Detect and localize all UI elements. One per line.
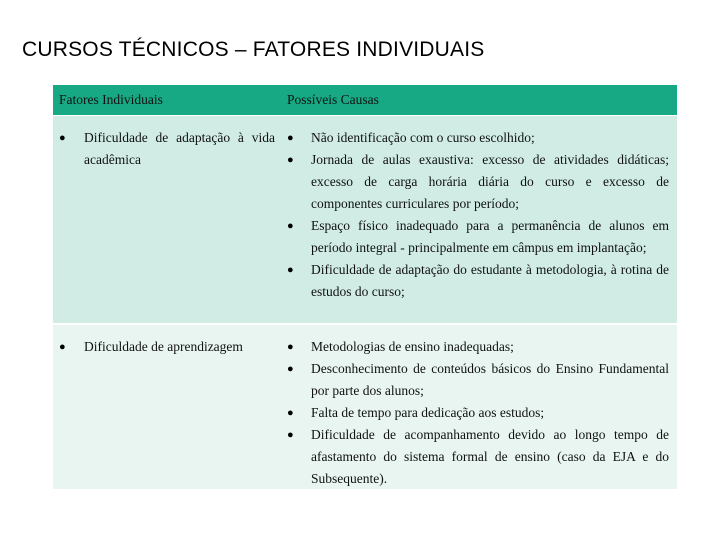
causes-cell: [283, 325, 677, 489]
causes-cell: [283, 116, 677, 323]
cause-text: Falta de tempo para dedicação aos estudos;: [311, 405, 545, 420]
bullet-icon: ●: [287, 429, 294, 441]
cause-text: Dificuldade de adaptação do estudante à metodologia, à rotina de estudos do curso;: [311, 262, 669, 299]
table-row: [53, 323, 677, 489]
page-title: CURSOS TÉCNICOS – FATORES INDIVIDUAIS: [22, 38, 485, 61]
factor-text: Dificuldade de aprendizagem: [84, 339, 243, 354]
table-row: [53, 115, 677, 323]
header-causes: Possíveis Causas: [287, 92, 379, 107]
bullet-icon: ●: [287, 220, 294, 232]
bullet-icon: ●: [287, 341, 294, 353]
cause-text: Dificuldade de acompanhamento devido ao longo tempo de afastamento do sistema formal de ensino (caso da EJA e do Subsequente).: [311, 427, 669, 486]
bullet-icon: ●: [287, 154, 294, 166]
factor-text: Dificuldade de adaptação à vida acadêmica: [84, 130, 275, 167]
header-factors: Fatores Individuais: [59, 92, 163, 107]
factors-table: [53, 85, 677, 489]
cause-text: Não identificação com o curso escolhido;: [311, 130, 535, 145]
cause-text: Jornada de aulas exaustiva: excesso de atividades didáticas; excesso de carga horária diária do curso e excesso de componentes curriculares por período;: [311, 152, 669, 211]
cause-text: Desconhecimento de conteúdos básicos do Ensino Fundamental por parte dos alunos;: [311, 361, 669, 398]
cause-text: Metodologias de ensino inadequadas;: [311, 339, 514, 354]
bullet-icon: ●: [287, 407, 294, 419]
factor-cell: [53, 116, 283, 323]
bullet-icon: ●: [287, 363, 294, 375]
factor-cell: [53, 325, 283, 489]
bullet-icon: ●: [287, 132, 294, 144]
bullet-icon: ●: [59, 132, 66, 144]
bullet-icon: ●: [287, 264, 294, 276]
bullet-icon: ●: [59, 341, 66, 353]
table-header: [53, 85, 677, 115]
cause-text: Espaço físico inadequado para a permanência de alunos em período integral - principalmente em câmpus em implantação;: [311, 218, 669, 255]
